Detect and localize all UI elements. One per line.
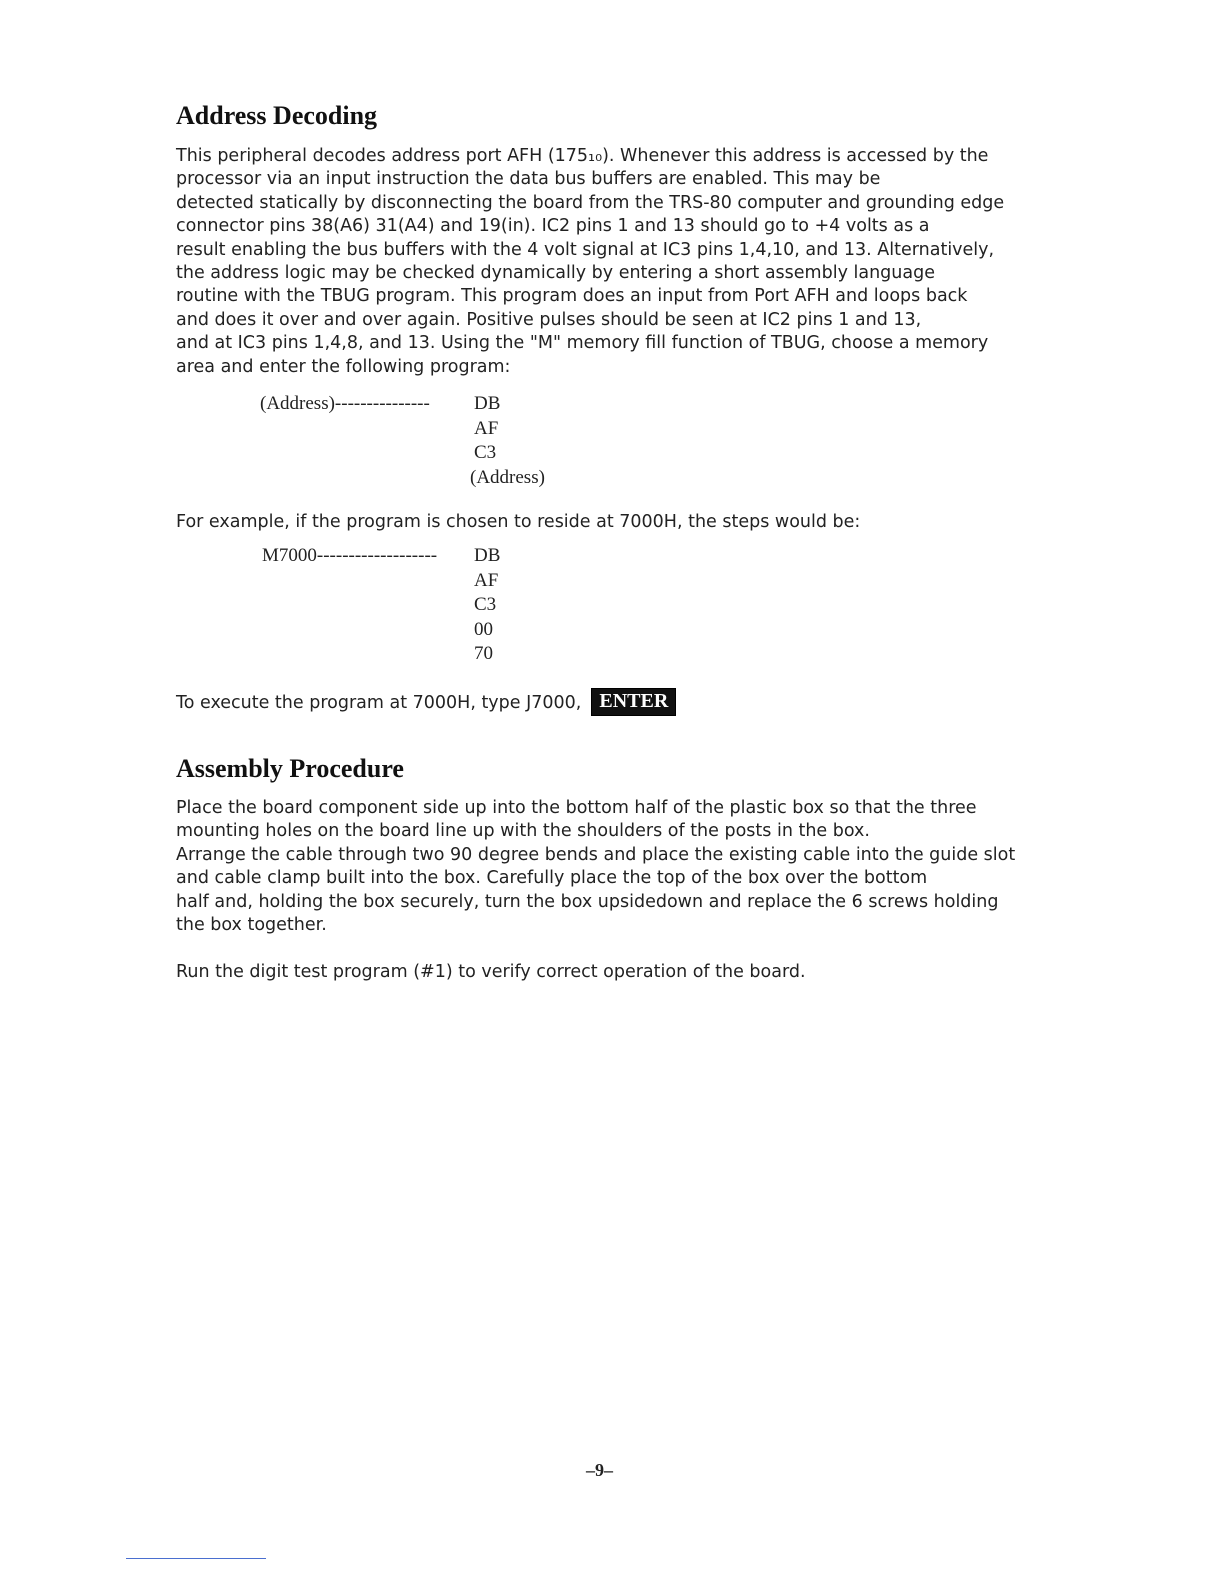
run-test-text [176,961,1036,984]
code-value: 00 [474,618,493,640]
address-decoding-paragraph [176,145,1036,379]
execute-text: To execute the program at 7000H, type J7000, [176,693,582,713]
text-line: and at IC3 pins 1,4,8, and 13. Using the "M" memory fill function of TBUG, choose a memory [176,333,989,354]
execute-instruction [176,688,1036,716]
code-value: C3 [474,442,497,463]
code-value: AF [474,417,499,439]
text-line: mounting holes on the board line up with the shoulders of the posts in the box. [176,821,870,842]
text-line: Place the board component side up into the bottom half of the plastic box so that the three [176,798,977,818]
text-line: Run the digit test program (#1) to verify correct operation of the board. [176,962,806,982]
text-line: This peripheral decodes address port AFH (175₁₀). Whenever this address is accessed by the [176,146,989,166]
text-line: and cable clamp built into the box. Carefully place the top of the box over the bottom [176,868,928,889]
assembly-procedure-paragraph [176,797,1036,937]
text-line: For example, if the program is chosen to reside at 7000H, the steps would be: [176,512,861,532]
code-value: 70 [474,643,493,664]
section-heading-assembly-procedure: Assembly Procedure [176,754,404,783]
example-text [176,511,1036,534]
text-line: connector pins 38(A6) 31(A4) and 19(in). IC2 pins 1 and 13 should go to +4 volts as a [176,216,930,237]
code-block-1-values [470,392,545,490]
text-line: Arrange the cable through two 90 degree bends and place the existing cable into the guide slot [176,844,1016,865]
text-line: half and, holding the box securely, turn the box upsidedown and replace the 6 screws holding [176,891,999,912]
footer-rule [126,1558,266,1559]
text-line: area and enter the following program: [176,356,511,377]
text-line: and does it over and over again. Positive pulses should be seen at IC2 pins 1 and 13, [176,309,922,330]
text-line: processor via an input instruction the data bus buffers are enabled. This may be [176,169,881,190]
code-value: C3 [474,594,497,615]
code-value: AF [474,569,499,591]
page-number: –9– [586,1460,613,1480]
code-value: DB [474,545,501,566]
text-line: the box together. [176,915,327,936]
code-block-2-values [474,544,500,667]
text-line [176,688,1036,716]
text-line: result enabling the bus buffers with the 4 volt signal at IC3 pins 1,4,10, and 13. Alternatively, [176,239,995,260]
code-value: (Address) [470,466,545,488]
code-value: DB [474,393,501,414]
text-line: routine with the TBUG program. This program does an input from Port AFH and loops back [176,286,968,307]
code-block-2-label: M7000------------------- [262,545,438,566]
text-line: detected statically by disconnecting the board from the TRS-80 computer and grounding edge [176,192,1005,213]
code-block-1-label: (Address)--------------- [260,393,430,414]
text-line: the address logic may be checked dynamically by entering a short assembly language [176,263,935,284]
enter-key-badge: ENTER [591,688,676,716]
section-heading-address-decoding: Address Decoding [176,101,378,130]
